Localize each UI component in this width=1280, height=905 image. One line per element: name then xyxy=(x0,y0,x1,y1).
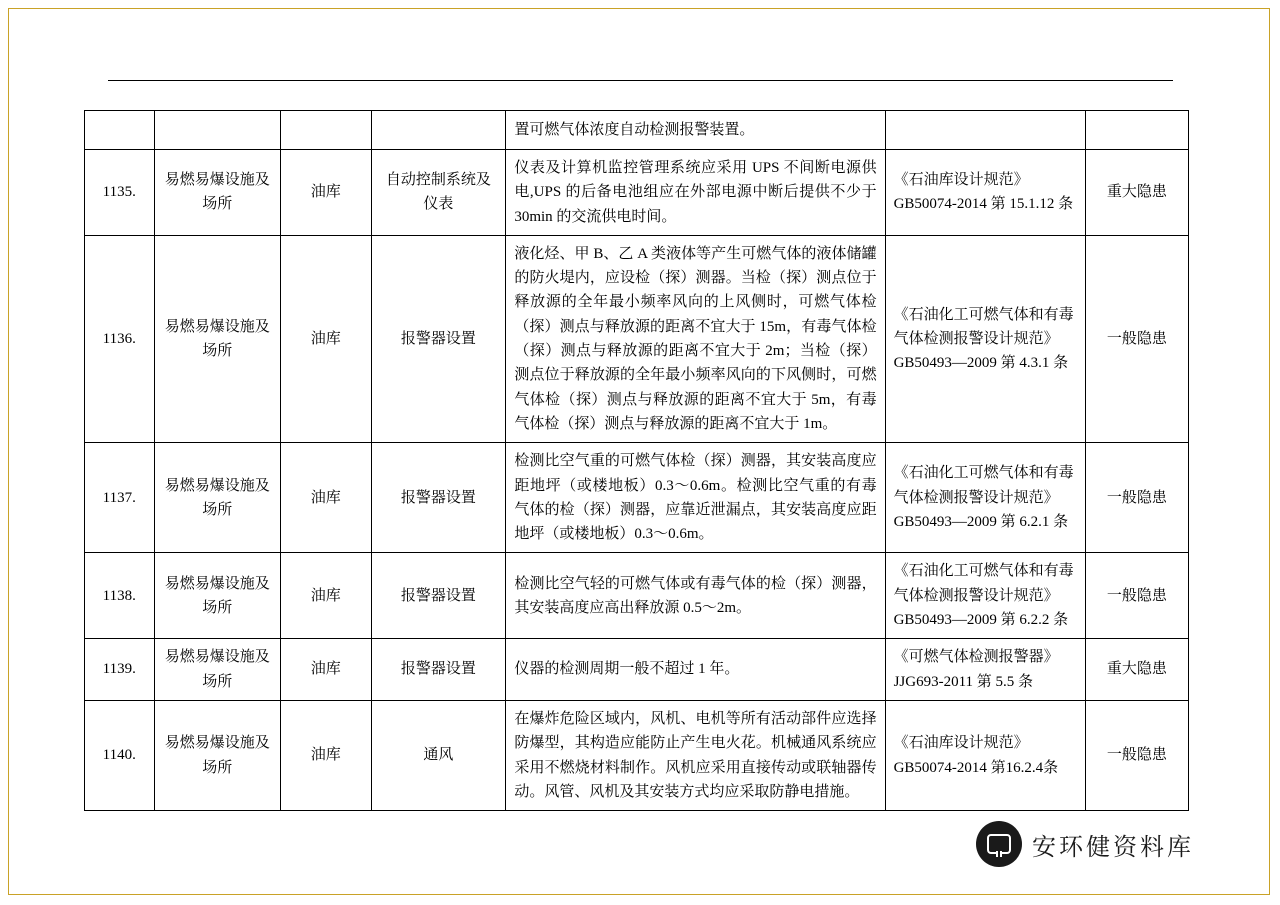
cell-no: 1137. xyxy=(85,443,155,553)
cell-no: 1138. xyxy=(85,553,155,639)
cell-ref: 《石油库设计规范》GB50074-2014 第16.2.4条 xyxy=(885,700,1085,810)
cell-ref-empty xyxy=(885,111,1085,150)
cell-category-empty xyxy=(154,111,280,150)
cell-level: 一般隐患 xyxy=(1085,443,1188,553)
cell-place: 油库 xyxy=(280,150,371,236)
cell-place-empty xyxy=(280,111,371,150)
cell-level: 重大隐患 xyxy=(1085,150,1188,236)
cell-desc: 检测比空气轻的可燃气体或有毒气体的检（探）测器，其安装高度应高出释放源 0.5～2m。 xyxy=(506,553,885,639)
cell-ref: 《石油化工可燃气体和有毒气体检测报警设计规范》GB50493—2009 第 6.2.1 条 xyxy=(885,443,1085,553)
cell-item: 自动控制系统及仪表 xyxy=(371,150,506,236)
cell-place: 油库 xyxy=(280,553,371,639)
cell-no: 1140. xyxy=(85,700,155,810)
cell-no: 1136. xyxy=(85,235,155,442)
cell-item-empty xyxy=(371,111,506,150)
cell-desc: 检测比空气重的可燃气体检（探）测器，其安装高度应距地坪（或楼地板）0.3～0.6m。检测比空气重的有毒气体的检（探）测器，应靠近泄漏点，其安装高度应距地坪（或楼地板）0.3～0.6m。 xyxy=(506,443,885,553)
table-row xyxy=(85,235,1189,442)
table-row xyxy=(85,150,1189,236)
cell-item: 报警器设置 xyxy=(371,235,506,442)
cell-no: 1135. xyxy=(85,150,155,236)
cell-category: 易燃易爆设施及场所 xyxy=(154,235,280,442)
cell-item: 通风 xyxy=(371,700,506,810)
cell-level: 一般隐患 xyxy=(1085,235,1188,442)
watermark-label: 安环健资料库 xyxy=(1032,833,1194,861)
cell-item: 报警器设置 xyxy=(371,443,506,553)
cell-place: 油库 xyxy=(280,639,371,701)
cell-desc: 在爆炸危险区域内，风机、电机等所有活动部件应选择防爆型，其构造应能防止产生电火花。机械通风系统应采用不燃烧材料制作。风机应采用直接传动或联轴器传动。风管、风机及其安装方式均应采取防静电措施。 xyxy=(506,700,885,810)
cell-ref: 《石油化工可燃气体和有毒气体检测报警设计规范》GB50493—2009 第 4.3.1 条 xyxy=(885,235,1085,442)
cell-item: 报警器设置 xyxy=(371,639,506,701)
cell-level: 一般隐患 xyxy=(1085,553,1188,639)
cell-place: 油库 xyxy=(280,235,371,442)
cell-desc: 仪器的检测周期一般不超过 1 年。 xyxy=(506,639,885,701)
cell-place: 油库 xyxy=(280,443,371,553)
table-row xyxy=(85,553,1189,639)
cell-category: 易燃易爆设施及场所 xyxy=(154,150,280,236)
cell-item: 报警器设置 xyxy=(371,553,506,639)
cell-no-empty xyxy=(85,111,155,150)
cell-category: 易燃易爆设施及场所 xyxy=(154,553,280,639)
table-row-continued xyxy=(85,111,1189,150)
hazard-checklist-table xyxy=(84,110,1189,811)
table-row xyxy=(85,443,1189,553)
book-icon xyxy=(976,821,1022,867)
cell-ref: 《石油化工可燃气体和有毒气体检测报警设计规范》GB50493—2009 第 6.2.2 条 xyxy=(885,553,1085,639)
cell-desc: 仪表及计算机监控管理系统应采用 UPS 不间断电源供电,UPS 的后备电池组应在外部电源中断后提供不少于 30min 的交流供电时间。 xyxy=(506,150,885,236)
header-rule xyxy=(108,80,1173,81)
cell-desc: 液化烃、甲 B、乙 A 类液体等产生可燃气体的液体储罐的防火堤内，应设检（探）测器。当检（探）测点位于释放源的全年最小频率风向的上风侧时，可燃气体检（探）测点与释放源的距离不宜大于 15m，有毒气体检（探）测点与释放源的距离不宜大于 2m；当检（探）测点位于释放源的全年最小频率风向的下风侧时，可燃气体检（探）测点与释放源的距离不宜大于 5m，有毒气体检（探）测点与释放源的距离不宜大于 1m。 xyxy=(506,235,885,442)
cell-ref: 《可燃气体检测报警器》JJG693-2011 第 5.5 条 xyxy=(885,639,1085,701)
cell-ref: 《石油库设计规范》GB50074-2014 第 15.1.12 条 xyxy=(885,150,1085,236)
cell-level: 重大隐患 xyxy=(1085,639,1188,701)
cell-level-empty xyxy=(1085,111,1188,150)
cell-category: 易燃易爆设施及场所 xyxy=(154,443,280,553)
cell-level: 一般隐患 xyxy=(1085,700,1188,810)
cell-desc-continued: 置可燃气体浓度自动检测报警装置。 xyxy=(506,111,885,150)
cell-category: 易燃易爆设施及场所 xyxy=(154,700,280,810)
watermark xyxy=(976,821,1194,867)
cell-place: 油库 xyxy=(280,700,371,810)
table-row xyxy=(85,639,1189,701)
table-row xyxy=(85,700,1189,810)
cell-category: 易燃易爆设施及场所 xyxy=(154,639,280,701)
cell-no: 1139. xyxy=(85,639,155,701)
